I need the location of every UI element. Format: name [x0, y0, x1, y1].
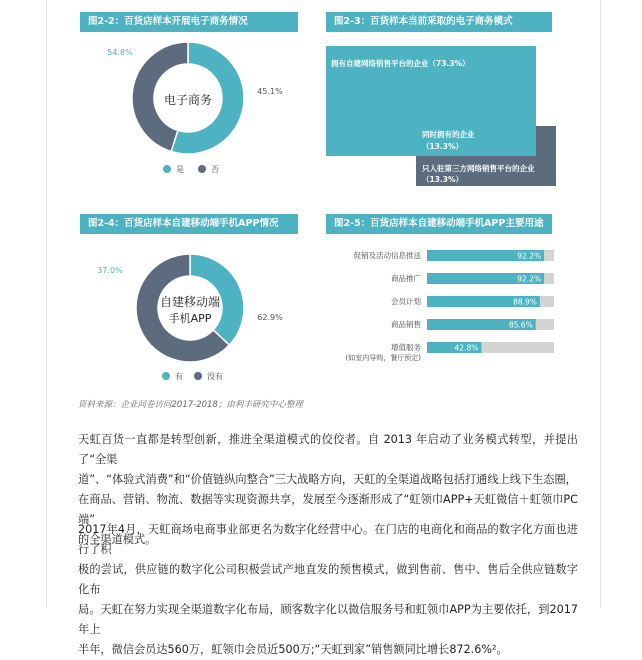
slice-label-yes: 54.8% [107, 48, 133, 57]
paragraph-2-line: 2017年4月，天虹商场电商事业部更名为数字化经营中心。在门店的电商化和商品的数字化方面也进行了积 [78, 523, 578, 556]
block-both-label-2: （13.3%） [422, 142, 464, 151]
paragraph-2-line: 极的尝试，供应链的数字化公司积极尝试产地直发的预售模式，做到售前、售中、售后全供应链数字化布 [78, 563, 578, 596]
panel-title-ecommerce: 图2-2：百货店样本开展电子商务情况 [80, 12, 298, 32]
bar-value-label: 42.8% [454, 343, 479, 353]
page-frame-right [600, 0, 601, 608]
block-own-label: 拥有自建网络销售平台的企业（73.3%） [331, 59, 470, 68]
bar-value-label: 85.6% [508, 320, 533, 330]
paragraph-2 [78, 520, 578, 660]
slice-label-has: 37.0% [97, 266, 123, 275]
app-donut-chart [80, 238, 300, 388]
block-both-label-1: 同时拥有的企业 [422, 130, 475, 139]
bar-category-label: 促销及活动信息推送 [353, 251, 421, 260]
block-third-label-1: 只入驻第三方网络销售平台的企业 [422, 164, 535, 173]
bar-category-label: 商品销售 [391, 320, 421, 329]
panel-title-ecommerce-mode: 图2-3：百货样本当前采取的电子商务模式 [326, 12, 552, 32]
ecommerce-center-label: 电子商务 [163, 93, 213, 107]
legend-swatch-has [162, 372, 170, 380]
bar-value-label: 92.2% [517, 251, 542, 261]
slice-label-none: 62.9% [257, 313, 283, 322]
legend-label-has: 有 [175, 372, 183, 381]
bar-category-label: 商品推广 [391, 274, 421, 283]
paragraph-1-line: 在商品、营销、物流、数据等实现资源共享，发展至今逐渐形成了“虹领巾APP+天虹微信＋虹领巾PC端” [78, 493, 578, 526]
app-center-label-1: 自建移动端 [159, 295, 221, 309]
legend-label-yes: 是 [176, 165, 184, 174]
bar-value-label: 92.2% [517, 274, 542, 284]
paragraph-1-line: 的全渠道模式。 [78, 533, 157, 546]
bar-category-sublabel: (如室内导购，餐厅预定) [345, 354, 421, 362]
app-usage-bar-chart [326, 238, 562, 368]
panel-title-app: 图2-4：百货店样本自建移动端手机APP情况 [80, 214, 298, 234]
paragraph-2-line: 局。天虹在努力实现全渠道数字化布局，顾客数字化以微信服务号和虹领巾APP为主要依托，到2017年上 [78, 603, 578, 636]
paragraph-1-line: 天虹百货一直都是转型创新，推进全渠道模式的佼佼者。自 2013 年启动了业务模式转型，并提出了“全渠 [78, 433, 578, 466]
panel-title-app-usage: 图2-5：百货店样本自建移动端手机APP主要用途 [326, 214, 552, 234]
bar-category-label: 增值服务 [391, 343, 421, 352]
legend-swatch-yes [163, 165, 171, 173]
app-center-label-2: 手机APP [168, 312, 212, 325]
paragraph-2-line: 半年，微信会员达560万，虹领巾会员近500万;“天虹到家”销售额同比增长872.6%²。 [78, 643, 508, 656]
slice-label-no: 45.1% [257, 87, 283, 96]
ecommerce-mode-chart [326, 36, 556, 192]
legend-label-no: 否 [211, 165, 219, 174]
app-usage-bars [346, 250, 554, 363]
source-note: 资料来源：企业问卷访问2017-2018；由利丰研究中心整理 [78, 400, 303, 410]
block-third-label-2: （13.3%） [422, 175, 464, 184]
paragraph-1-line: 道”、“体验式消费”和“价值链纵向整合”三大战略方向，天虹的全渠道战略包括打通线上线下生态圈， [78, 473, 577, 486]
page-frame-left [46, 0, 47, 608]
legend-swatch-no [198, 165, 206, 173]
bar-value-label: 88.9% [513, 297, 537, 307]
bar-category-label: 会员计划 [391, 297, 421, 306]
legend-swatch-none [194, 372, 202, 380]
legend-label-none: 没有 [207, 372, 223, 381]
ecommerce-donut-chart [80, 36, 300, 186]
